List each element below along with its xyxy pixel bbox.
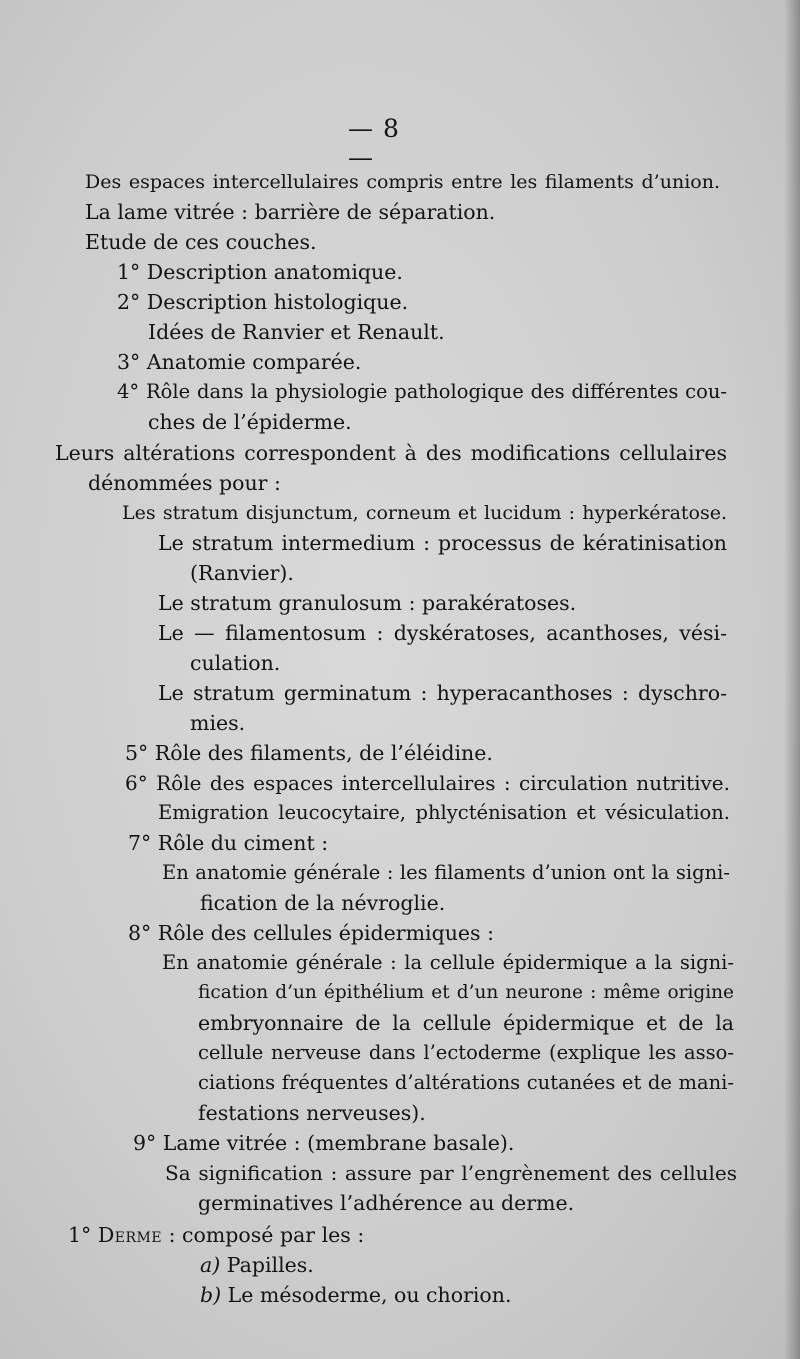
list-item-letter: a) — [200, 1253, 221, 1277]
list-item-text: Le mésoderme, ou chorion. — [221, 1283, 512, 1307]
section-heading-derme — [68, 1220, 364, 1250]
text-line: cellule nerveuse dans l’ectoderme (explique les asso- — [198, 1041, 734, 1064]
text-line: fication de la névroglie. — [200, 891, 446, 915]
text-line: 9° Lame vitrée : (membrane basale). — [133, 1131, 515, 1155]
text-line: En anatomie générale : la cellule épidermique a la signi- — [162, 951, 734, 974]
text-line: En anatomie générale : les filaments d’union ont la signi- — [162, 861, 730, 884]
section-title-rest: : composé par les : — [168, 1223, 365, 1247]
list-item-letter: b) — [200, 1283, 222, 1307]
text-line: Emigration leucocytaire, phlycténisation et vésiculation. — [158, 801, 730, 824]
text-line: Le — filamentosum : dyskératoses, acanthoses, vési- — [158, 621, 727, 645]
text-line: Leurs altérations correspondent à des modifications cellulaires — [55, 441, 727, 465]
text-line: Le stratum germinatum : hyperacanthoses : dyschro- — [158, 681, 727, 705]
text-line: 7° Rôle du ciment : — [128, 831, 329, 855]
text-line: mies. — [190, 711, 246, 735]
text-line: Le stratum granulosum : parakératoses. — [158, 591, 577, 615]
text-line: 6° Rôle des espaces intercellulaires : circulation nutritive. — [125, 771, 730, 795]
text-line: germinatives l’adhérence au derme. — [198, 1191, 575, 1215]
text-line: 2° Description histologique. — [117, 290, 409, 314]
text-line: (Ranvier). — [190, 561, 294, 585]
text-line: 3° Anatomie comparée. — [117, 350, 362, 374]
text-line: 4° Rôle dans la physiologie pathologique des différentes cou- — [117, 380, 727, 403]
text-line: Sa signification : assure par l’engrènement des cellules — [165, 1161, 737, 1185]
text-line: Idées de Ranvier et Renault. — [148, 320, 445, 344]
text-line: 5° Rôle des filaments, de l’éléidine. — [125, 741, 493, 765]
text-line: fication d’un épithélium et d’un neurone : même origine — [198, 982, 734, 1003]
text-line: Des espaces intercellulaires compris entre les filaments d’union. — [85, 171, 720, 193]
section-title: Derme — [97, 1223, 163, 1247]
text-line: Les stratum disjunctum, corneum et lucidum : hyperkératose. — [122, 502, 727, 524]
text-line: embryonnaire de la cellule épidermique et de la — [198, 1011, 734, 1035]
text-line: festations nerveuses). — [198, 1101, 426, 1125]
text-line: 1° Description anatomique. — [117, 260, 403, 284]
text-line: Etude de ces couches. — [85, 230, 317, 254]
text-line: dénommées pour : — [88, 471, 281, 495]
text-line: Le stratum intermedium : processus de kératinisation — [158, 531, 727, 555]
page-number: — 8 — — [348, 114, 400, 172]
list-item — [200, 1280, 512, 1310]
text-line: culation. — [190, 651, 281, 675]
text-line: ciations fréquentes d’altérations cutanées et de mani- — [198, 1071, 734, 1094]
page-edge-shadow — [784, 0, 800, 1359]
text-line: ches de l’épiderme. — [148, 410, 352, 434]
list-item-text: Papilles. — [220, 1253, 314, 1277]
section-number: 1° — [68, 1223, 92, 1247]
list-item — [200, 1250, 314, 1280]
text-line: 8° Rôle des cellules épidermiques : — [128, 921, 494, 945]
text-line: La lame vitrée : barrière de séparation. — [85, 200, 496, 224]
